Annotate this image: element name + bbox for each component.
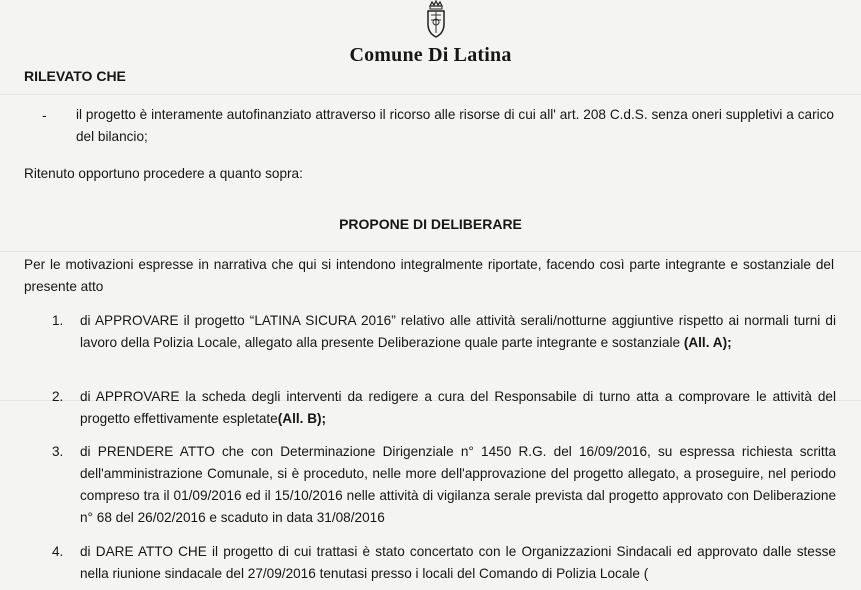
list-item-number: 2.: [52, 389, 64, 404]
attachment-reference: (All. B);: [277, 411, 327, 426]
ritenuto-paragraph: Ritenuto opportuno procedere a quanto sopra:: [24, 166, 303, 181]
list-item-body: di APPROVARE la scheda degli interventi da redigere a cura del Responsabile di turno atta a comprovare le attività del progetto effettivamente espletate: [80, 389, 836, 426]
list-item-body: di APPROVARE il progetto “LATINA SICURA 2016” relativo alle attività serali/notturne aggiuntive rispetto ai normali turni di lavoro della Polizia Locale, allegato alla presente Deliberazione quale parte integrante e sostanziale: [80, 313, 836, 350]
bullet-paragraph: il progetto è interamente autofinanziato attraverso il ricorso alle risorse di cui all' art. 208 C.d.S. senza oneri suppletivi a carico del bilancio;: [76, 107, 834, 144]
municipal-crest-icon: [423, 0, 449, 38]
list-item-number: 3.: [52, 444, 64, 459]
bullet-marker: -: [42, 107, 47, 123]
list-item-text: [80, 441, 836, 529]
document-header-title: Comune Di Latina: [349, 44, 512, 66]
attachment-reference: (All. A);: [683, 335, 732, 350]
list-item-body: di DARE ATTO CHE il progetto di cui trattasi è stato concertato con le Organizzazioni Sindacali ed approvato dalle stesse nella riunione sindacale del 27/09/2016 tenutasi presso i locali del Comando di Polizia Locale (: [80, 544, 836, 581]
motivation-paragraph: Per le motivazioni espresse in narrativa che qui si intendono integralmente riportate, facendo così parte integrante e sostanziale del presente atto: [24, 257, 834, 294]
list-item-text: [80, 386, 836, 430]
scan-artifact-line: [0, 94, 861, 95]
list-item-text: [80, 541, 836, 585]
list-item-text: [80, 310, 836, 354]
scan-artifact-line: [0, 251, 861, 252]
list-item-number: 1.: [52, 313, 64, 328]
list-item-number: 4.: [52, 544, 64, 559]
section-title: RILEVATO CHE: [24, 68, 126, 84]
proposal-heading: PROPONE DI DELIBERARE: [339, 216, 522, 232]
list-item-body: di PRENDERE ATTO che con Determinazione Dirigenziale n° 1450 R.G. del 16/09/2016, su espressa richiesta scritta dell'amministrazione Comunale, si è proceduto, nelle more dell'approvazione del progetto allegato, a proseguire, nel periodo compreso tra il 01/09/2016 ed il 15/10/2016 nelle attività di vigilanza serale prevista dal progetto approvato con Deliberazione n° 68 del 26/02/2016 e scaduto in data 31/08/2016: [80, 444, 836, 525]
